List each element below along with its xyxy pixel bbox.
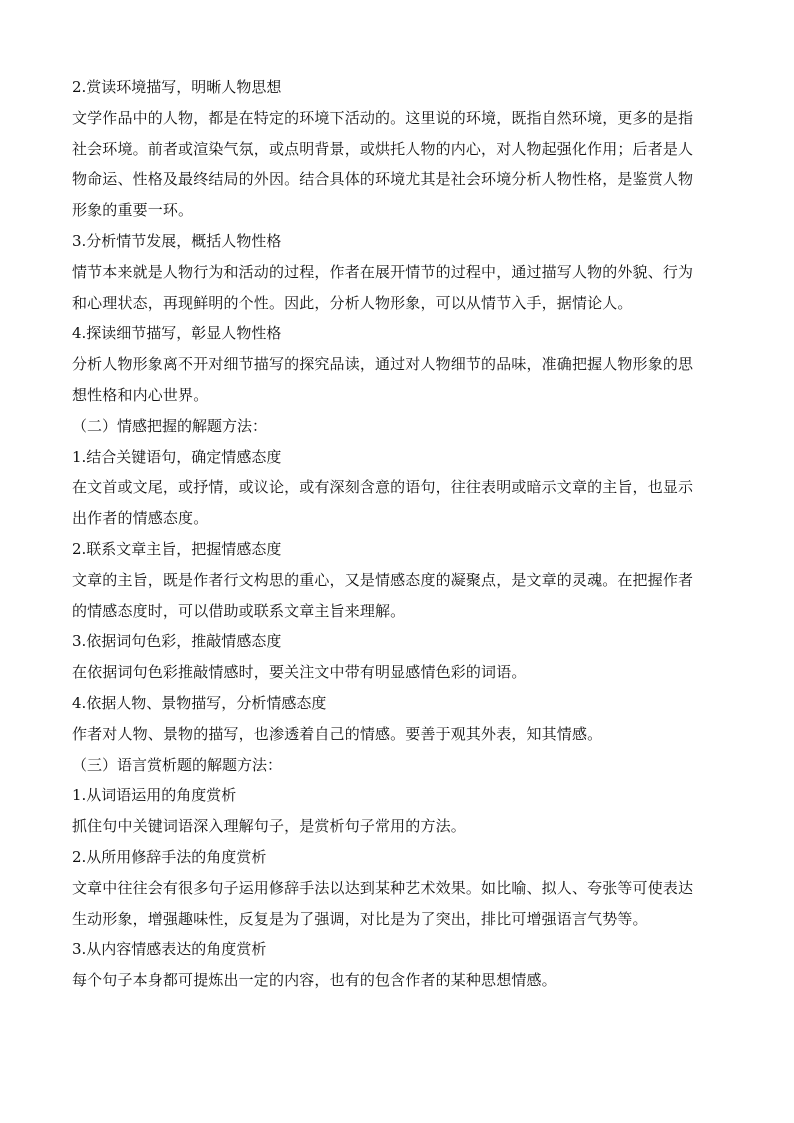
paragraph <box>72 873 724 935</box>
section-title: （二）情感把握的解题方法： <box>72 416 268 435</box>
paragraph <box>72 565 724 627</box>
paragraph <box>72 472 724 534</box>
text-line: 作者对人物、景物的描写，也渗透着自己的情感。要善于观其外表，知其情感。 <box>72 724 603 743</box>
text-line: 形象的重要一环。 <box>72 201 194 220</box>
text-line: 物命运、性格及最终结局的外因。结合具体的环境尤其是社会环境分析人物性格，是鉴赏人物 <box>72 170 694 189</box>
subheading: 4.依据人物、景物描写，分析情感态度 <box>72 693 327 712</box>
text-line: 出作者的情感态度。 <box>72 509 209 528</box>
text-line: 想性格和内心世界。 <box>72 385 209 404</box>
subheading: 3.从内容情感表达的角度赏析 <box>72 940 267 959</box>
paragraph <box>72 811 724 842</box>
subheading: 1.结合关键语句，确定情感态度 <box>72 447 282 466</box>
text-line: 在文首或文尾，或抒情，或议论，或有深刻含意的语句，往往表明或暗示文章的主旨，也显示 <box>72 478 694 497</box>
text-line: 每个句子本身都可提炼出一定的内容，也有的包含作者的某种思想情感。 <box>72 971 557 990</box>
text-line: 文章的主旨，既是作者行文构思的重心，又是情感态度的凝聚点，是文章的灵魂。在把握作者 <box>72 570 694 589</box>
paragraph <box>72 965 724 996</box>
subheading: 4.探读细节描写，彰显人物性格 <box>72 324 282 343</box>
text-line: 文学作品中的人物，都是在特定的环境下活动的。这里说的环境，既指自然环境，更多的是指 <box>72 108 694 127</box>
paragraph <box>72 719 724 750</box>
paragraph <box>72 257 724 319</box>
text-line: 生动形象，增强趣味性，反复是为了强调，对比是为了突出，排比可增强语言气势等。 <box>72 909 648 928</box>
paragraph <box>72 657 724 688</box>
section-title: （三）语言赏析题的解题方法： <box>72 755 283 774</box>
text-line: 文章中往往会有很多句子运用修辞手法以达到某种艺术效果。如比喻、拟人、夸张等可使表达 <box>72 878 694 897</box>
text-line: 分析人物形象离不开对细节描写的探究品读，通过对人物细节的品味，准确把握人物形象的思 <box>72 355 694 374</box>
text-line: 在依据词句色彩推敲情感时，要关注文中带有明显感情色彩的词语。 <box>72 663 527 682</box>
paragraph <box>72 349 724 411</box>
text-line: 情节本来就是人物行为和活动的过程，作者在展开情节的过程中，通过描写人物的外貌、行为 <box>72 262 694 281</box>
paragraph <box>72 103 724 226</box>
text-line: 抓住句中关键词语深入理解句子，是赏析句子常用的方法。 <box>72 817 466 836</box>
subheading: 1.从词语运用的角度赏析 <box>72 786 237 805</box>
subheading: 3.分析情节发展，概括人物性格 <box>72 231 282 250</box>
text-line: 和心理状态，再现鲜明的个性。因此，分析人物形象，可以从情节入手，据情论人。 <box>72 293 633 312</box>
text-line: 社会环境。前者或渲染气氛，或点明背景，或烘托人物的内心，对人物起强化作用；后者是人 <box>72 139 694 158</box>
subheading: 2.联系文章主旨，把握情感态度 <box>72 539 282 558</box>
subheading: 3.依据词句色彩，推敲情感态度 <box>72 632 282 651</box>
subheading: 2.赏读环境描写，明晰人物思想 <box>72 78 282 96</box>
subheading: 2.从所用修辞手法的角度赏析 <box>72 847 267 866</box>
document-page <box>72 72 724 996</box>
text-line: 的情感态度时，可以借助或联系文章主旨来理解。 <box>72 601 406 620</box>
